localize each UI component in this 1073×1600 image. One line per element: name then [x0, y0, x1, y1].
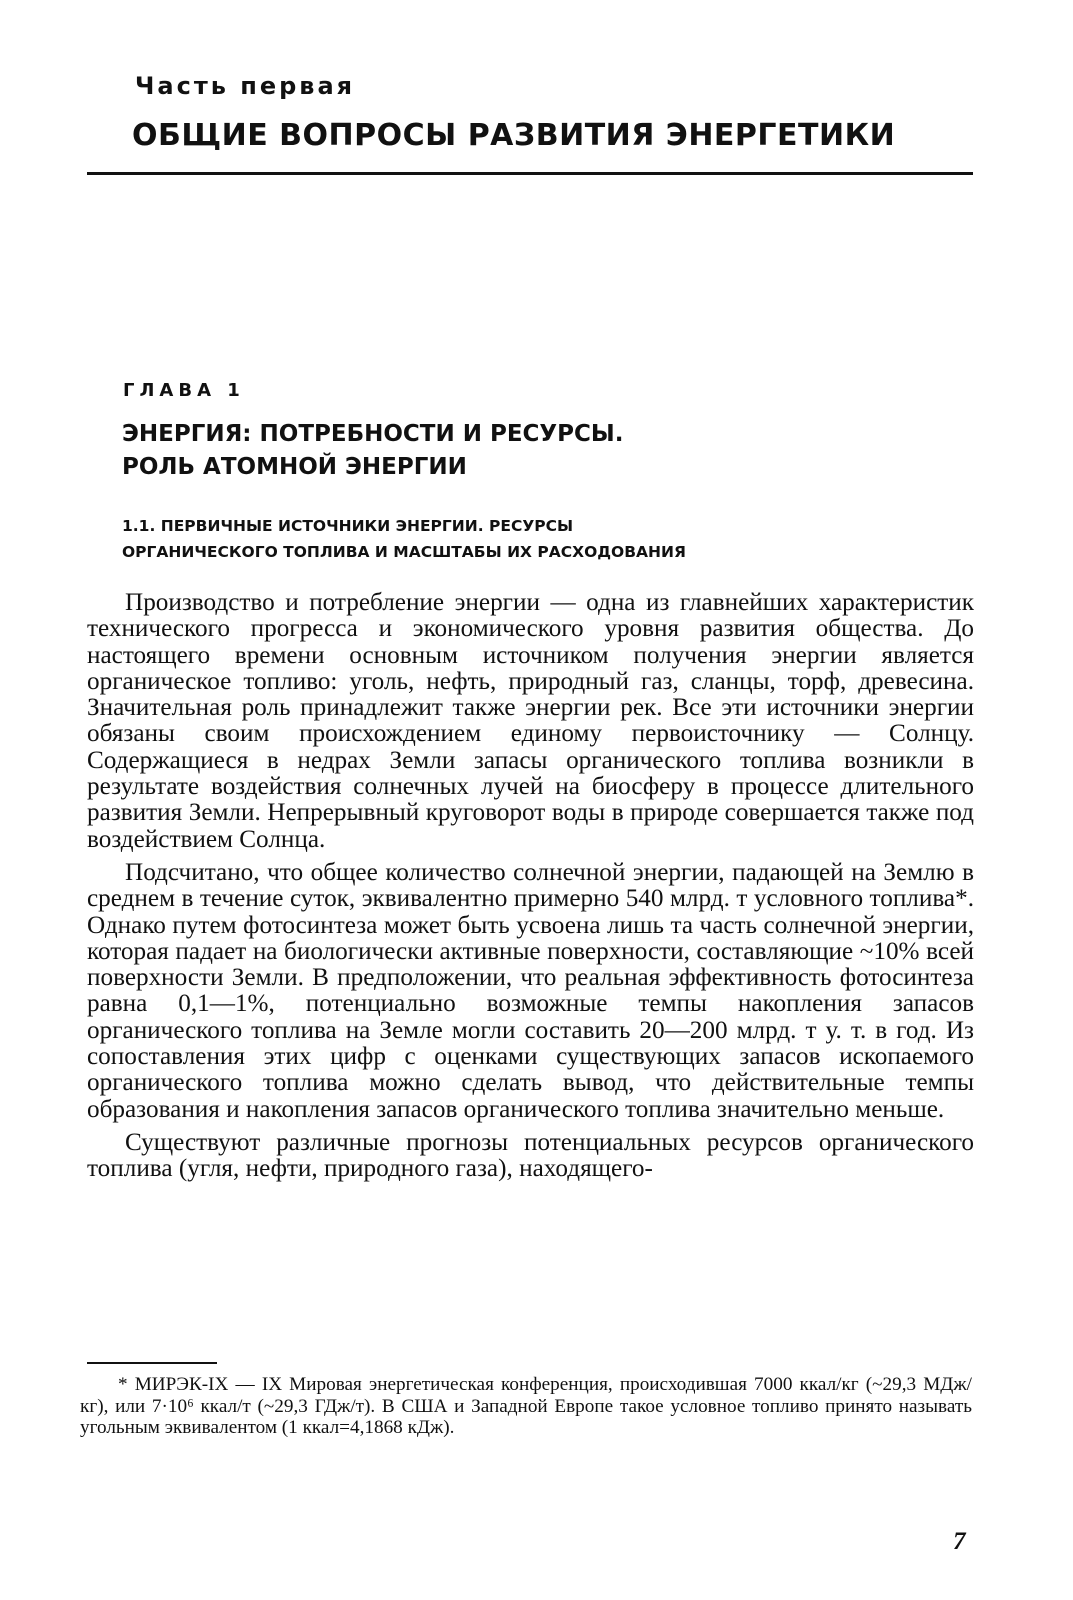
chapter-label: ГЛАВА 1: [123, 380, 245, 401]
paragraph: Производство и потребление энергии — одна из главнейших характеристик технического прогресса и экономического уровня развития общества. До настоящего времени основным источником получения энергии является органическое топливо: уголь, нефть, природный газ, сланцы, торф, древесина. Значительная роль принадлежит также энергии рек. Все эти источники энергии обязаны своим происхождением единому первоисточнику — Солнцу. Содержащиеся в недрах Земли запасы органического топлива возникли в результате воздействия солнечных лучей на биосферу в процессе длительного развития Земли. Непрерывный круговорот воды в природе совершается также под воздействием Солнца.: [87, 589, 974, 853]
footnote-text: * МИРЭК-IX — IX Мировая энергетическая конференция, происходившая 7000 ккал/кг (~29,3 МДж/кг), или 7·10⁶ ккал/т (~29,3 ГДж/т). В США и Западной Европе такое условное топливо принято называть угольным эквивалентом (1 ккал=4,1868 кДж).: [80, 1374, 972, 1438]
section-title-line: ОРГАНИЧЕСКОГО ТОПЛИВА И МАСШТАБЫ ИХ РАСХОДОВАНИЯ: [122, 543, 686, 561]
part-label: Часть первая: [135, 72, 356, 100]
paragraph: Подсчитано, что общее количество солнечной энергии, падающей на Землю в среднем в течение суток, эквивалентно примерно 540 млрд. т условного топлива*. Однако путем фотосинтеза может быть усвоена лишь та часть солнечной энергии, которая падает на биологически активные поверхности, составляющие ~10% всей поверхности Земли. В предположении, что реальная эффективность фотосинтеза равна 0,1—1%, потенциально возможные темпы накопления запасов органического топлива на Земле могли составить 20—200 млрд. т у. т. в год. Из сопоставления этих цифр с оценками существующих запасов ископаемого органического топлива можно сделать вывод, что действительные темпы образования и накопления запасов органического топлива значительно меньше.: [87, 858, 974, 1123]
footnote: [80, 1374, 972, 1439]
part-title: ОБЩИЕ ВОПРОСЫ РАЗВИТИЯ ЭНЕРГЕТИКИ: [132, 118, 896, 153]
part-divider: [87, 172, 973, 175]
paragraph: Существуют различные прогнозы потенциальных ресурсов органического топлива (угля, нефти, природного газа), находящего-: [87, 1128, 974, 1183]
page-number: 7: [953, 1528, 966, 1555]
chapter-title-line: РОЛЬ АТОМНОЙ ЭНЕРГИИ: [122, 454, 467, 480]
section-title: [122, 513, 922, 565]
body-text: [87, 590, 974, 1183]
chapter-title-line: ЭНЕРГИЯ: ПОТРЕБНОСТИ И РЕСУРСЫ.: [122, 421, 624, 447]
section-title-line: 1.1. ПЕРВИЧНЫЕ ИСТОЧНИКИ ЭНЕРГИИ. РЕСУРСЫ: [122, 517, 574, 535]
footnote-divider: [87, 1362, 217, 1364]
chapter-title: [122, 418, 922, 484]
